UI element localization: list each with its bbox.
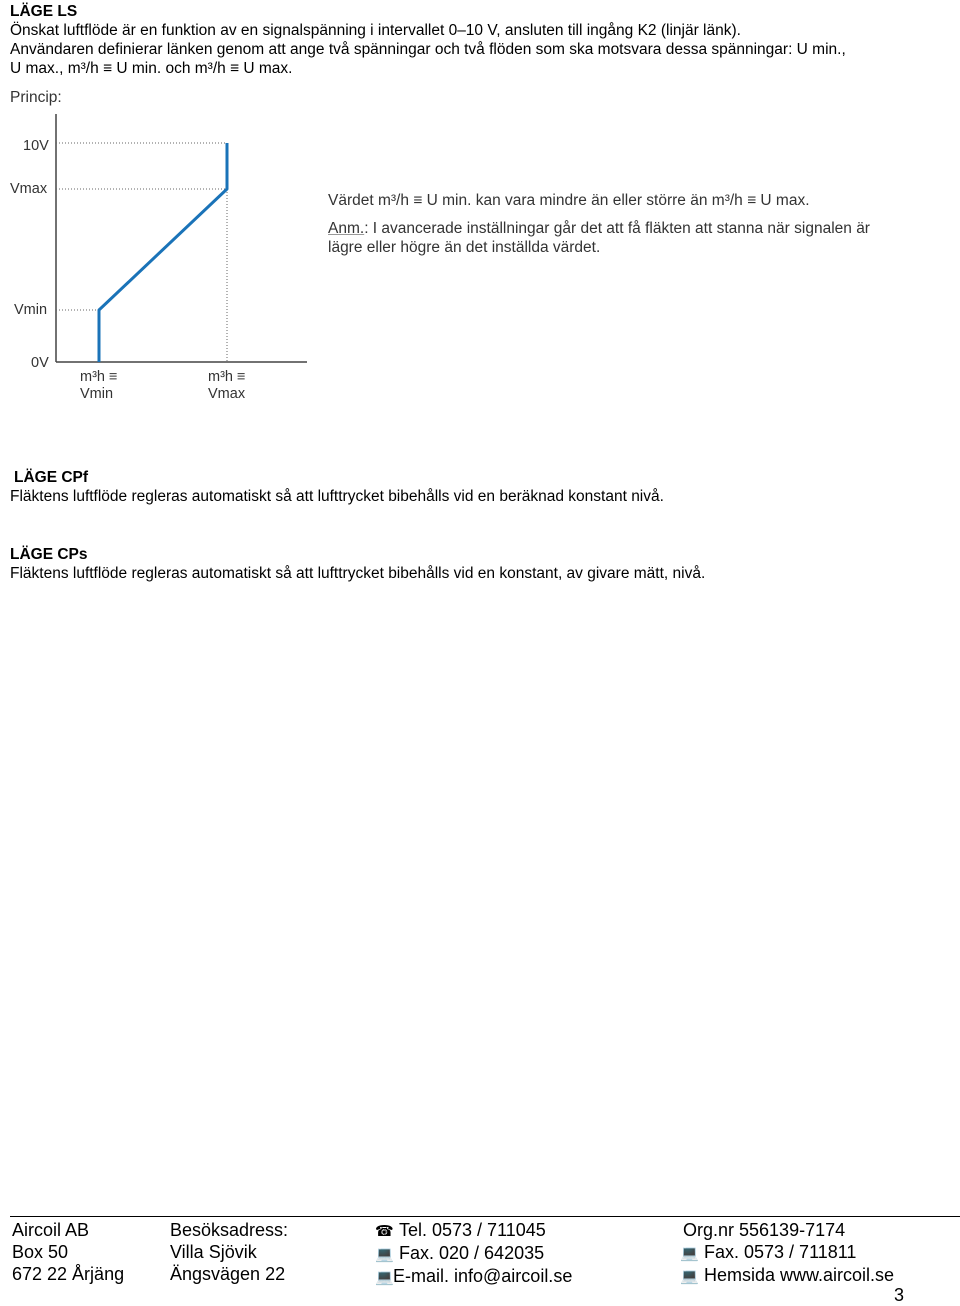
footer-fax2 bbox=[680, 1241, 894, 1264]
y-label-10v: 10V bbox=[23, 138, 49, 154]
footer-rule bbox=[10, 1216, 960, 1217]
flow-curve bbox=[99, 143, 227, 362]
computer-icon: 💻 bbox=[375, 1245, 394, 1263]
x-label-vmin-line2: Vmin bbox=[80, 386, 114, 402]
computer-icon: 💻 bbox=[680, 1244, 699, 1262]
y-label-vmax: Vmax bbox=[10, 181, 48, 197]
footer-fax bbox=[375, 1242, 572, 1265]
diagram-note-1: Värdet m³/h ≡ U min. kan vara mindre än eller större än m³/h ≡ U max. bbox=[328, 192, 810, 209]
section-cps-text: Fläktens luftflöde regleras automatiskt så att lufttrycket bibehålls vid en konstant, av givare mätt, nivå. bbox=[10, 565, 706, 582]
section-ls-line2: Användaren definierar länken genom att ange två spänningar och två flöden som ska motsvara dessa spänningar: U min., bbox=[10, 41, 846, 58]
x-label-vmax-line2: Vmax bbox=[208, 386, 246, 402]
footer-email-text: E-mail. info@aircoil.se bbox=[393, 1266, 573, 1286]
visit-street: Ängsvägen 22 bbox=[170, 1264, 286, 1284]
note-body: : I avancerade inställningar går det att få fläkten att stanna när signalen är bbox=[364, 220, 870, 237]
section-ls-line1: Önskat luftflöde är en funktion av en signalspänning i intervallet 0–10 V, ansluten till ingång K2 (linjär länk). bbox=[10, 22, 741, 39]
diagram-note-2-line1 bbox=[328, 219, 870, 238]
company-name: Aircoil AB bbox=[12, 1220, 90, 1240]
footer-org-text: Org.nr 556139-7174 bbox=[683, 1220, 846, 1240]
visit-name: Villa Sjövik bbox=[170, 1242, 257, 1262]
phone-icon: ☎ bbox=[375, 1222, 394, 1240]
y-label-0v: 0V bbox=[31, 355, 49, 371]
footer-web-text: Hemsida www.aircoil.se bbox=[704, 1265, 895, 1285]
x-label-vmax-line1: m³h ≡ bbox=[208, 369, 246, 385]
visit-label: Besöksadress: bbox=[170, 1220, 289, 1240]
footer-fax-text: Fax. 020 / 642035 bbox=[399, 1243, 545, 1263]
footer-col-visit bbox=[170, 1219, 288, 1285]
note-prefix: Anm. bbox=[328, 220, 365, 237]
section-cps-title: LÄGE CPs bbox=[10, 546, 88, 563]
footer-tel bbox=[375, 1219, 572, 1242]
page-number: 3 bbox=[894, 1285, 905, 1305]
x-label-vmin-line1: m³h ≡ bbox=[80, 369, 118, 385]
principle-label: Princip: bbox=[10, 89, 62, 106]
x-label-vmin bbox=[80, 369, 117, 403]
section-ls-line3: U max., m³/h ≡ U min. och m³/h ≡ U max. bbox=[10, 60, 293, 77]
footer-col-company bbox=[12, 1219, 124, 1285]
section-cpf-text: Fläktens luftflöde regleras automatiskt så att lufttrycket bibehålls vid en beräknad konstant nivå. bbox=[10, 488, 664, 505]
footer-fax2-text: Fax. 0573 / 711811 bbox=[704, 1242, 857, 1262]
company-box: Box 50 bbox=[12, 1242, 69, 1262]
computer-icon: 💻 bbox=[375, 1268, 394, 1286]
computer-icon: 💻 bbox=[680, 1267, 699, 1285]
section-cpf-title: LÄGE CPf bbox=[14, 469, 89, 486]
footer-org bbox=[680, 1219, 894, 1241]
company-postal: 672 22 Årjäng bbox=[12, 1264, 125, 1284]
footer-tel-text: Tel. 0573 / 711045 bbox=[399, 1220, 546, 1240]
footer-web bbox=[680, 1264, 894, 1287]
section-ls-title: LÄGE LS bbox=[10, 3, 78, 20]
footer-email bbox=[375, 1265, 572, 1288]
y-label-vmin: Vmin bbox=[14, 302, 48, 318]
diagram-note-2-line2: lägre eller högre än det inställda värdet. bbox=[328, 239, 601, 256]
x-label-vmax bbox=[208, 369, 245, 403]
footer-col-contact bbox=[375, 1219, 572, 1288]
footer-col-org bbox=[680, 1219, 894, 1287]
